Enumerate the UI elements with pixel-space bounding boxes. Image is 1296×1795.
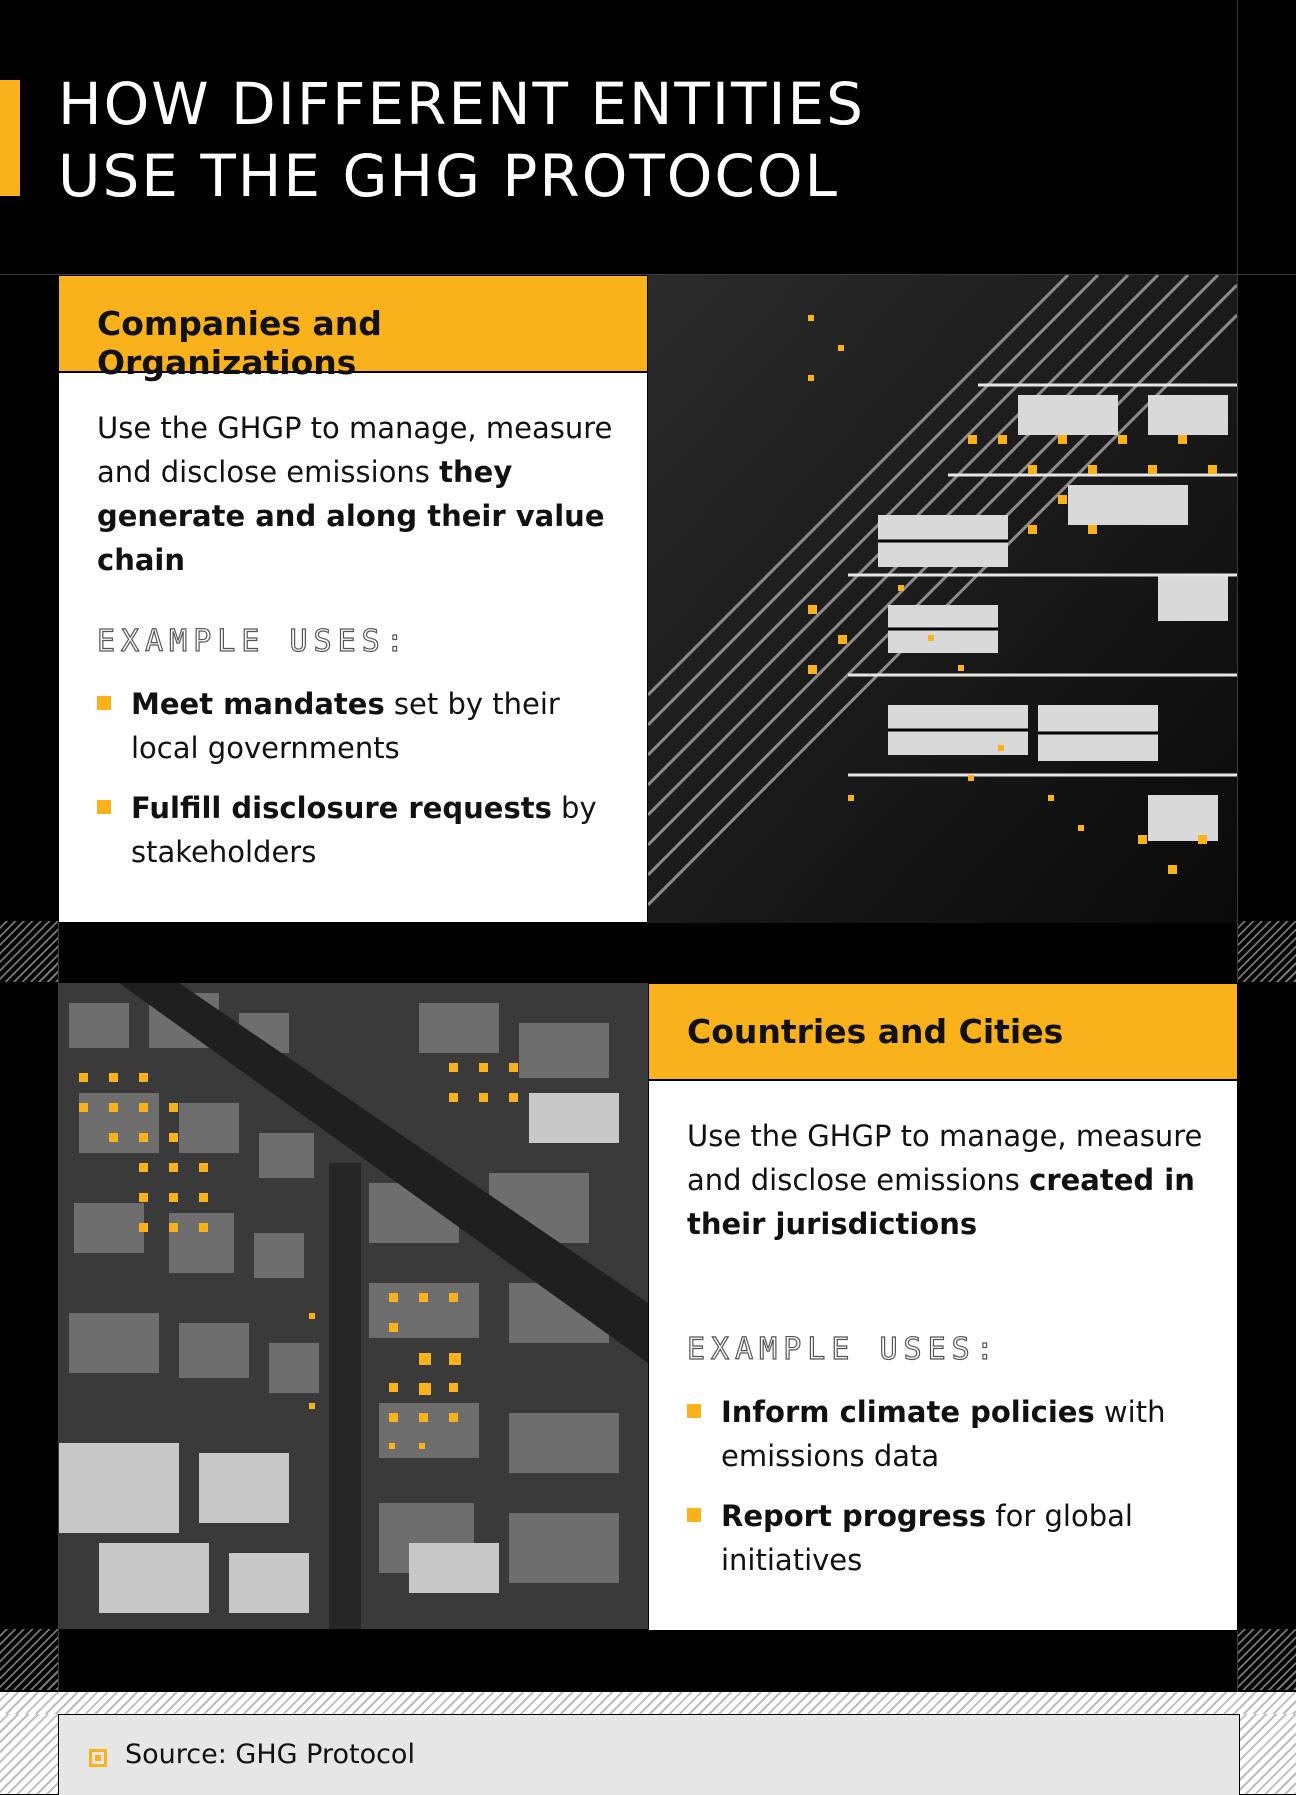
companies-card bbox=[58, 275, 648, 923]
page-title bbox=[58, 68, 865, 212]
page-title-line2: USE THE GHG PROTOCOL bbox=[58, 142, 839, 210]
office-building-illustration bbox=[648, 275, 1237, 923]
list-item bbox=[687, 1494, 1217, 1582]
companies-description bbox=[97, 406, 617, 582]
countries-description-plain: Use the GHGP to manage, measure and disclose emissions bbox=[687, 1119, 1203, 1197]
companies-card-header bbox=[59, 276, 647, 382]
bullet-bold: Fulfill disclosure requests bbox=[131, 791, 552, 825]
list-item bbox=[97, 786, 627, 874]
source-box bbox=[58, 1714, 1240, 1795]
companies-example-label: EXAMPLE USES: bbox=[97, 624, 410, 659]
footer bbox=[0, 1692, 1296, 1794]
bullet-rest: set by their local governments bbox=[131, 687, 560, 765]
footer-hatch bbox=[1238, 1714, 1296, 1794]
page-title-line1: HOW DIFFERENT ENTITIES bbox=[58, 70, 865, 138]
list-item bbox=[687, 1390, 1217, 1478]
bullet-square-icon bbox=[687, 1508, 701, 1522]
countries-description-bold: created in their jurisdictions bbox=[687, 1163, 1195, 1241]
list-item bbox=[97, 682, 627, 770]
countries-card-header bbox=[649, 984, 1237, 1081]
companies-example-list bbox=[97, 682, 627, 890]
bullet-square-icon bbox=[97, 696, 111, 710]
countries-description bbox=[687, 1114, 1207, 1246]
countries-card bbox=[648, 983, 1238, 1631]
countries-example-label: EXAMPLE USES: bbox=[687, 1332, 1000, 1367]
companies-description-bold: they generate and along their value chain bbox=[97, 455, 605, 577]
title-accent-bar bbox=[0, 80, 20, 196]
bullet-rest: for global initiatives bbox=[721, 1499, 1133, 1577]
countries-heading: Countries and Cities bbox=[687, 1012, 1064, 1051]
footer-hatch bbox=[0, 1714, 58, 1794]
bullet-bold: Inform climate policies bbox=[721, 1395, 1095, 1429]
companies-heading: Companies and Organizations bbox=[97, 304, 382, 382]
aerial-city-photo bbox=[59, 983, 648, 1629]
bullet-square-icon bbox=[687, 1404, 701, 1418]
bullet-square-icon bbox=[97, 800, 111, 814]
hatch-decoration bbox=[1238, 921, 1296, 982]
companies-description-plain: Use the GHGP to manage, measure and disclose emissions bbox=[97, 411, 613, 489]
bullet-rest: by stakeholders bbox=[131, 791, 597, 869]
hatch-decoration bbox=[0, 921, 58, 982]
office-building-photo bbox=[648, 275, 1237, 923]
bullet-bold: Report progress bbox=[721, 1499, 987, 1533]
source-text: Source: GHG Protocol bbox=[125, 1739, 415, 1770]
countries-example-list bbox=[687, 1390, 1217, 1598]
footer-hatch bbox=[0, 1692, 1296, 1714]
bullet-rest: with emissions data bbox=[721, 1395, 1166, 1473]
source-square-icon bbox=[89, 1749, 107, 1767]
hatch-decoration bbox=[0, 1629, 58, 1690]
hatch-decoration bbox=[1238, 1629, 1296, 1690]
aerial-city-illustration bbox=[59, 983, 648, 1629]
bullet-bold: Meet mandates bbox=[131, 687, 385, 721]
